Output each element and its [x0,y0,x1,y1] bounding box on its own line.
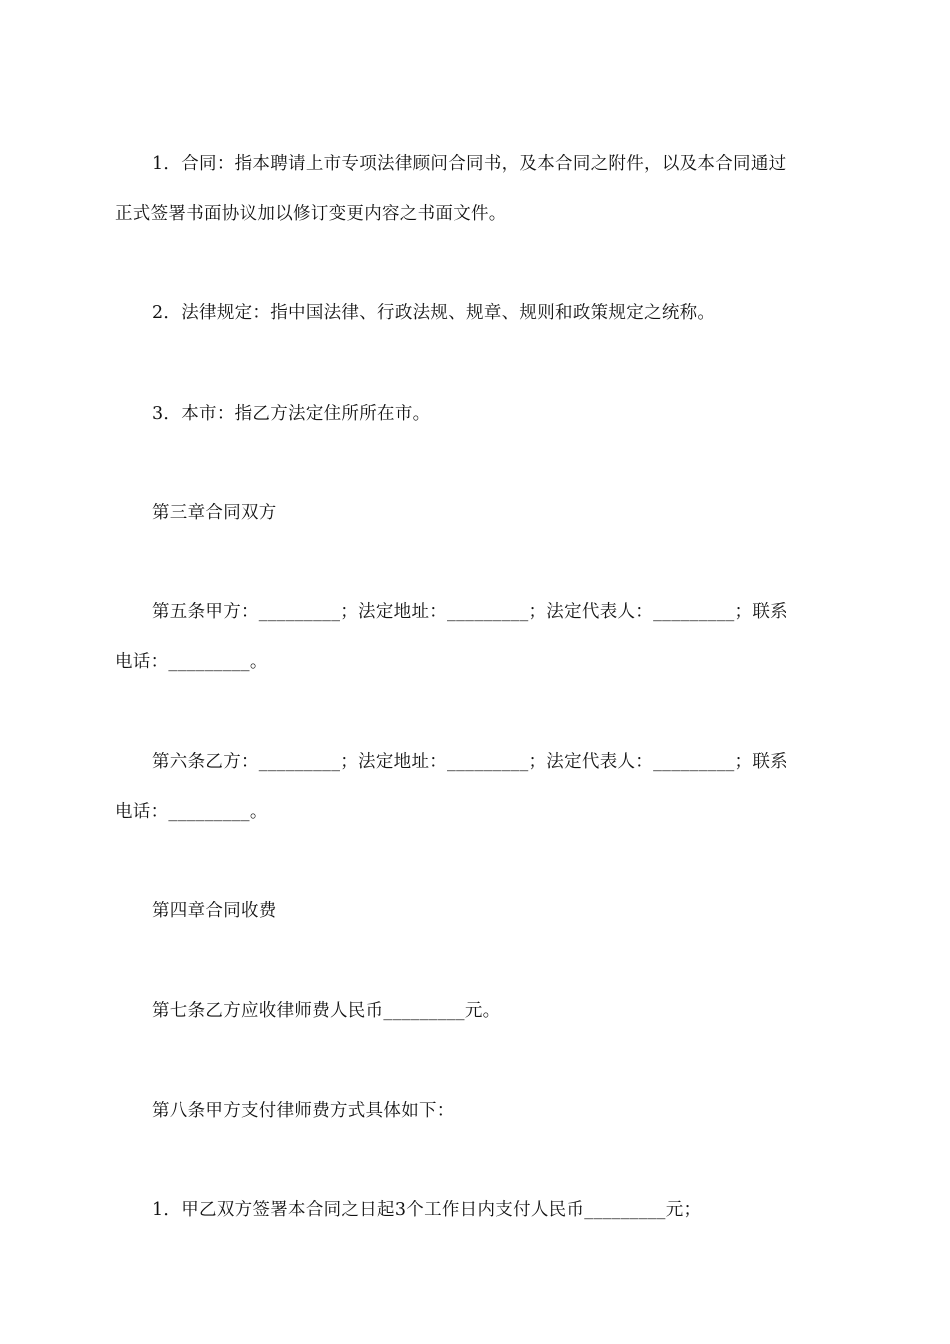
article-6-line1: 第六条乙方：_________；法定地址：_________；法定代表人：_________；联系 [152,752,788,772]
article-5-line2: 电话：_________。 [115,652,268,672]
article-6-line2: 电话：_________。 [115,802,268,822]
article-7: 第七条乙方应收律师费人民币_________元。 [152,1001,501,1021]
article-5-line1: 第五条甲方：_________；法定地址：_________；法定代表人：_________；联系 [152,602,788,622]
definition-contract-line2: 正式签署书面协议加以修订变更内容之书面文件。 [115,204,507,224]
definition-contract-line1: 1．合同：指本聘请上市专项法律顾问合同书，及本合同之附件，以及本合同通过 [152,154,787,174]
article-8: 第八条甲方支付律师费方式具体如下： [152,1101,455,1121]
definition-city: 3．本市：指乙方法定住所所在市。 [152,404,431,424]
chapter-3-heading: 第三章合同双方 [152,503,277,523]
chapter-4-heading: 第四章合同收费 [152,901,277,921]
definition-law: 2．法律规定：指中国法律、行政法规、规章、规则和政策规定之统称。 [152,303,716,323]
article-8-item-1: 1．甲乙双方签署本合同之日起3个工作日内支付人民币_________元； [152,1200,702,1220]
